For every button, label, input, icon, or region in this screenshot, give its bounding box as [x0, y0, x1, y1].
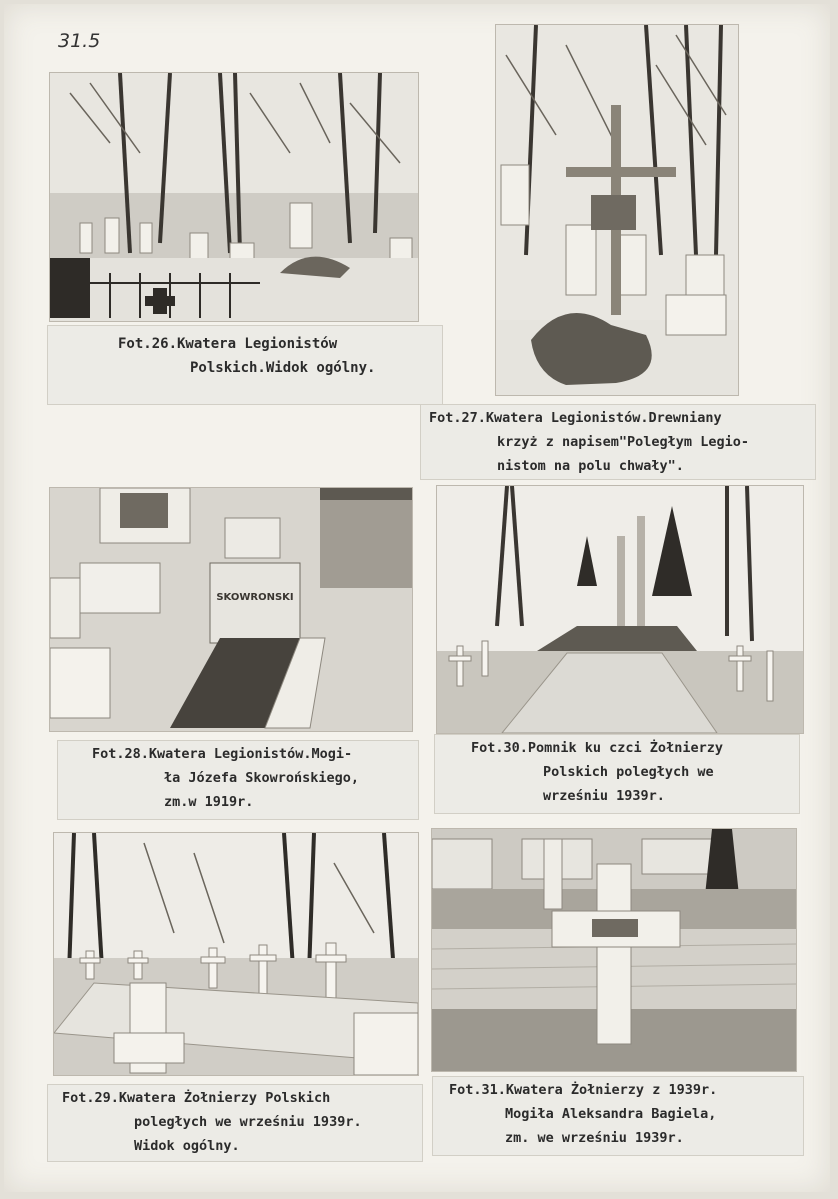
photo-fot31 [431, 828, 797, 1072]
photo-fot29 [53, 832, 419, 1076]
photo-fot28 [49, 487, 413, 732]
caption-line: zm. we wrześniu 1939r. [505, 1130, 684, 1146]
caption-line: Mogiła Aleksandra Bagiela, [505, 1106, 717, 1122]
caption-fot26 [47, 325, 443, 405]
caption-fot27 [420, 404, 816, 480]
caption-fot31 [432, 1076, 804, 1156]
caption-line: Polskich.Widok ogólny. [190, 360, 376, 376]
fot28-tombstone-inscription: SKOWRONSKI [216, 592, 294, 603]
caption-fot30 [434, 734, 800, 814]
caption-line: wrześniu 1939r. [543, 788, 665, 804]
caption-line: Fot.30.Pomnik ku czci Żołnierzy [471, 740, 723, 756]
caption-line: Fot.26.Kwatera Legionistów [118, 336, 338, 352]
caption-line: Fot.28.Kwatera Legionistów.Mogi- [92, 746, 353, 762]
caption-line: Fot.31.Kwatera Żołnierzy z 1939r. [449, 1082, 718, 1098]
caption-line: zm.w 1919r. [164, 794, 254, 810]
caption-line: poległych we wrześniu 1939r. [134, 1114, 362, 1130]
caption-line: Polskich poległych we [543, 764, 714, 780]
caption-line: ła Józefa Skowrońskiego, [164, 770, 360, 786]
page-number: 31.5 [58, 30, 101, 52]
caption-line: Fot.29.Kwatera Żołnierzy Polskich [62, 1090, 331, 1106]
caption-line: nistom na polu chwały". [497, 458, 684, 474]
caption-line: Fot.27.Kwatera Legionistów.Drewniany [429, 410, 722, 426]
caption-line: krzyż z napisem"Poległym Legio- [497, 434, 749, 450]
photo-fot27 [495, 24, 739, 396]
photo-fot26 [49, 72, 419, 322]
caption-fot29 [47, 1084, 423, 1162]
photo-fot30 [436, 485, 804, 734]
archival-sheet [4, 4, 830, 1192]
caption-fot28 [57, 740, 419, 820]
caption-line: Widok ogólny. [134, 1138, 240, 1154]
